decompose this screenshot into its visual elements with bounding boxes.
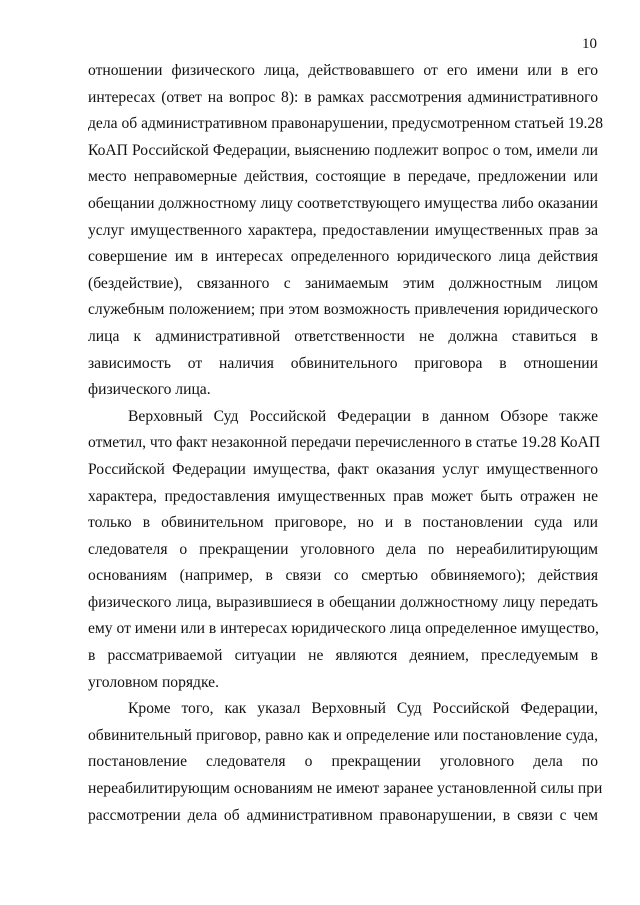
text-line: дела об административном правонарушении, предусмотренном статьей 19.28 xyxy=(88,115,604,133)
text-line: уголовном порядке. xyxy=(88,673,220,691)
text-line: Кроме того, как указал Верховный Суд Российской Федерации, xyxy=(128,700,598,718)
text-line: услуг имущественного характера, предоставлении имущественных прав за xyxy=(88,221,598,239)
text-line: лица к административной ответственности не должна ставиться в xyxy=(88,327,598,345)
body-text xyxy=(88,58,604,829)
text-line: следователя о прекращении уголовного дела по нереабилитирующим xyxy=(88,540,598,558)
text-line: в рассматриваемой ситуации не являются деянием, преследуемым в xyxy=(88,647,598,665)
text-line: интересах (ответ на вопрос 8): в рамках рассмотрения административного xyxy=(88,88,598,106)
text-line: основаниям (например, в связи со смертью обвиняемого); действия xyxy=(88,567,598,585)
text-line: обещании должностному лицу соответствующего имущества либо оказании xyxy=(88,194,598,212)
text-line: место неправомерные действия, состоящие в передаче, предложении или xyxy=(88,168,598,186)
text-line: обвинительный приговор, равно как и определение или постановление суда, xyxy=(88,726,598,744)
text-line: физического лица, выразившиеся в обещании должностному лицу передать xyxy=(88,593,598,611)
text-line: ему от имени или в интересах юридического лица определенное имущество, xyxy=(88,620,599,638)
page-number: 10 xyxy=(582,36,597,52)
text-line: постановление следователя о прекращении уголовного дела по xyxy=(88,753,598,771)
text-line: совершение им в интересах определенного юридического лица действия xyxy=(88,248,598,266)
text-line: только в обвинительном приговоре, но и в постановлении суда или xyxy=(88,514,598,532)
text-line: Российской Федерации имущества, факт оказания услуг имущественного xyxy=(88,460,598,478)
text-line: КоАП Российской Федерации, выяснению подлежит вопрос о том, имели ли xyxy=(88,141,598,159)
text-line: характера, предоставления имущественных прав может быть отражен не xyxy=(88,487,598,505)
text-line: (бездействие), связанного с занимаемым этим должностным лицом xyxy=(88,274,598,292)
text-line: отметил, что факт незаконной передачи перечисленного в статье 19.28 КоАП xyxy=(88,434,601,452)
text-line: нереабилитирующим основаниям не имеют заранее установленной силы при xyxy=(88,780,603,798)
text-line: рассмотрении дела об административном правонарушении, в связи с чем xyxy=(88,806,598,824)
text-line: служебным положением; при этом возможность привлечения юридического xyxy=(88,301,598,319)
text-line: зависимость от наличия обвинительного приговора в отношении xyxy=(88,354,598,372)
text-line: физического лица. xyxy=(88,381,211,399)
text-line: отношении физического лица, действовавшего от его имени или в его xyxy=(88,62,598,79)
text-line: Верховный Суд Российской Федерации в данном Обзоре также xyxy=(128,407,598,425)
